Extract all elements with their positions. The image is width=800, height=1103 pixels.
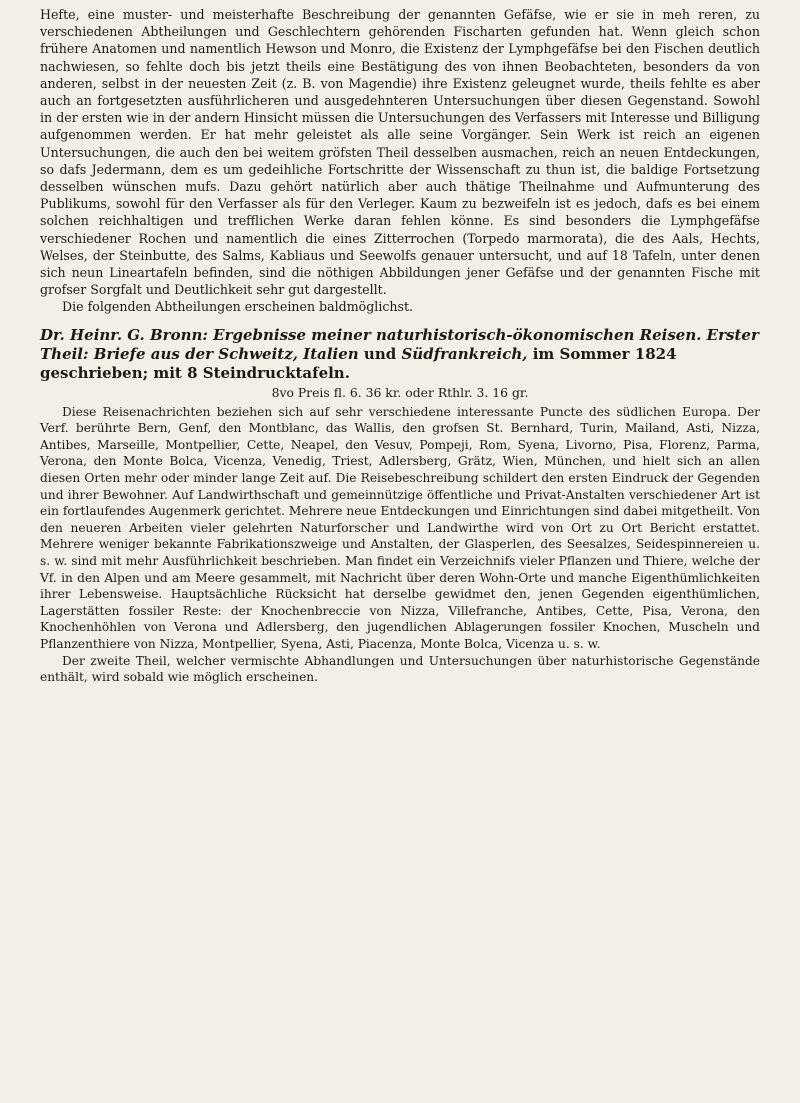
intro-paragraph: Hefte, eine muster- und meisterhafte Beschreibung der genannten Gefäfse, wie er sie in meh reren, zu verschiedenen Abtheilungen und Geschlechtern gehörenden Fischarten gefunden hat. Wenn gleich schon frühere Anatomen und namentlich Hewson und Monro, die Existenz der Lymphgefäfse bei den Fischen deutlich nachwiesen, so fehlte doch bis jetzt theils eine Bestätigung des von ihnen Beobachteten, besonders da von anderen, selbst in der neuesten Zeit (z. B. von Magendie) ihre Existenz geleugnet wurde, theils fehlte es aber auch an fortgesetzten ausführlicheren und ausgedehnteren Untersuchungen über diesen Gegenstand. Sowohl in der ersten wie in der andern Hinsicht müssen die Untersuchungen des Verfassers mit Interesse und Billigung aufgenommen werden. Er hat mehr geleistet als alle seine Vorgänger. Sein Werk ist reich an eigenen Untersuchungen, die auch den bei weitem gröfsten Theil desselben ausmachen, reich an neuen Entdeckungen, so dafs Jedermann, dem es um gedeihliche Fortschritte der Wissenschaft zu thun ist, die baldige Fortsetzung desselben wünschen mufs. Dazu gehört natürlich aber auch thätige Theilnahme und Aufmunterung des Publikums, sowohl für den Verfasser als für den Verleger. Kaum zu bezweifeln ist es jedoch, dafs es bei einem solchen reichhaltigen und trefflichen Werke daran fehlen könne. Es sind besonders die Lymphgefäfse verschiedener Rochen und namentlich die eines Zitterrochen (Torpedo marmorata), die des Aals, Hechts, Welses, der Steinbutte, des Salms, Kabliaus und Seewolfs genauer untersucht, und auf 18 Tafeln, unter denen sich neun Lineartafeln befinden, sind die nöthigen Abbildungen jener Gefäfse und der genannten Fische mit grofser Sorgfalt und Deutlichkeit sehr gut dargestellt. — [40, 7, 760, 298]
review-paragraph: Diese Reisenachrichten beziehen sich auf sehr verschiedene interessante Puncte des südlichen Europa. Der Verf. berührte Bern, Genf, den Montblanc, das Wallis, den grofsen St. Bernhard, Turin, Mailand, Asti, Nizza, Antibes, Marseille, Montpellier, Cette, Neapel, den Vesuv, Pompeji, Rom, Syena, Livorno, Pisa, Florenz, Parma, Verona, den Monte Bolca, Vicenza, Venedig, Triest, Adlersberg, Grätz, Wien, München, und hielt sich an allen diesen Orten mehr oder minder lange Zeit auf. Die Reisebeschreibung schildert den ersten Eindruck der Gegenden und ihrer Bewohner. Auf Landwirthschaft und gemeinnützige öffentliche und Privat-Anstalten verschiedener Art ist ein fortlaufendes Augenmerk gerichtet. Mehrere neue Entdeckungen und Einrichtungen sind dabei mitgetheilt. Von den neueren Arbeiten vieler gelehrten Naturforscher und Landwirthe wird von Ort zu Ort Bericht erstattet. Mehrere weniger bekannte Fabrikationszweige und Anstalten, der Glasperlen, des Seesalzes, Seidespinnereien u. s. w. sind mit mehr Ausführlichkeit beschrieben. Man findet ein Verzeichnifs vieler Pflanzen und Thiere, welche der Vf. in den Alpen und am Meere gesammelt, mit Nachricht über deren Wohn-Orte und manche Eigenthümlichkeiten ihrer Lebensweise. Hauptsächliche Rücksicht hat derselbe gewidmet den, jenen Gegenden eigenthümlichen, Lagerstätten fossiler Reste: der Knochenbreccie von Nizza, Villefranche, Antibes, Cette, Pisa, Verona, den Knochenhöhlen von Verona und Adlersberg, den jugendlichen Ablagerungen fossiler Knochen, Muscheln und Pflanzenthiere von Nizza, Montpellier, Syena, Asti, Piacenza, Monte Bolca, Vicenza u. s. w. — [40, 404, 760, 651]
review-heading-und: und — [363, 344, 397, 363]
review-heading-subtitle: im Sommer 1824 geschrieben; mit 8 Steindrucktafeln. — [40, 344, 677, 382]
review-heading-title-2: Südfrankreich, — [401, 344, 528, 363]
price-line: 8vo Preis fl. 6. 36 kr. oder Rthlr. 3. 16 gr. — [271, 384, 529, 400]
review-closing-paragraph: Der zweite Theil, welcher vermischte Abhandlungen und Untersuchungen über naturhistorische Gegenstände enthält, wird sobald wie möglich erscheinen. — [40, 653, 760, 685]
review-heading-title: Dr. Heinr. G. Bronn: Ergebnisse meiner naturhistorisch-ökonomischen Reisen. Erster Theil: Briefe aus der Schweitz, Italien — [40, 325, 759, 363]
intro-note: Die folgenden Abtheilungen erscheinen baldmöglichst. — [62, 299, 414, 315]
review-heading — [40, 326, 760, 383]
